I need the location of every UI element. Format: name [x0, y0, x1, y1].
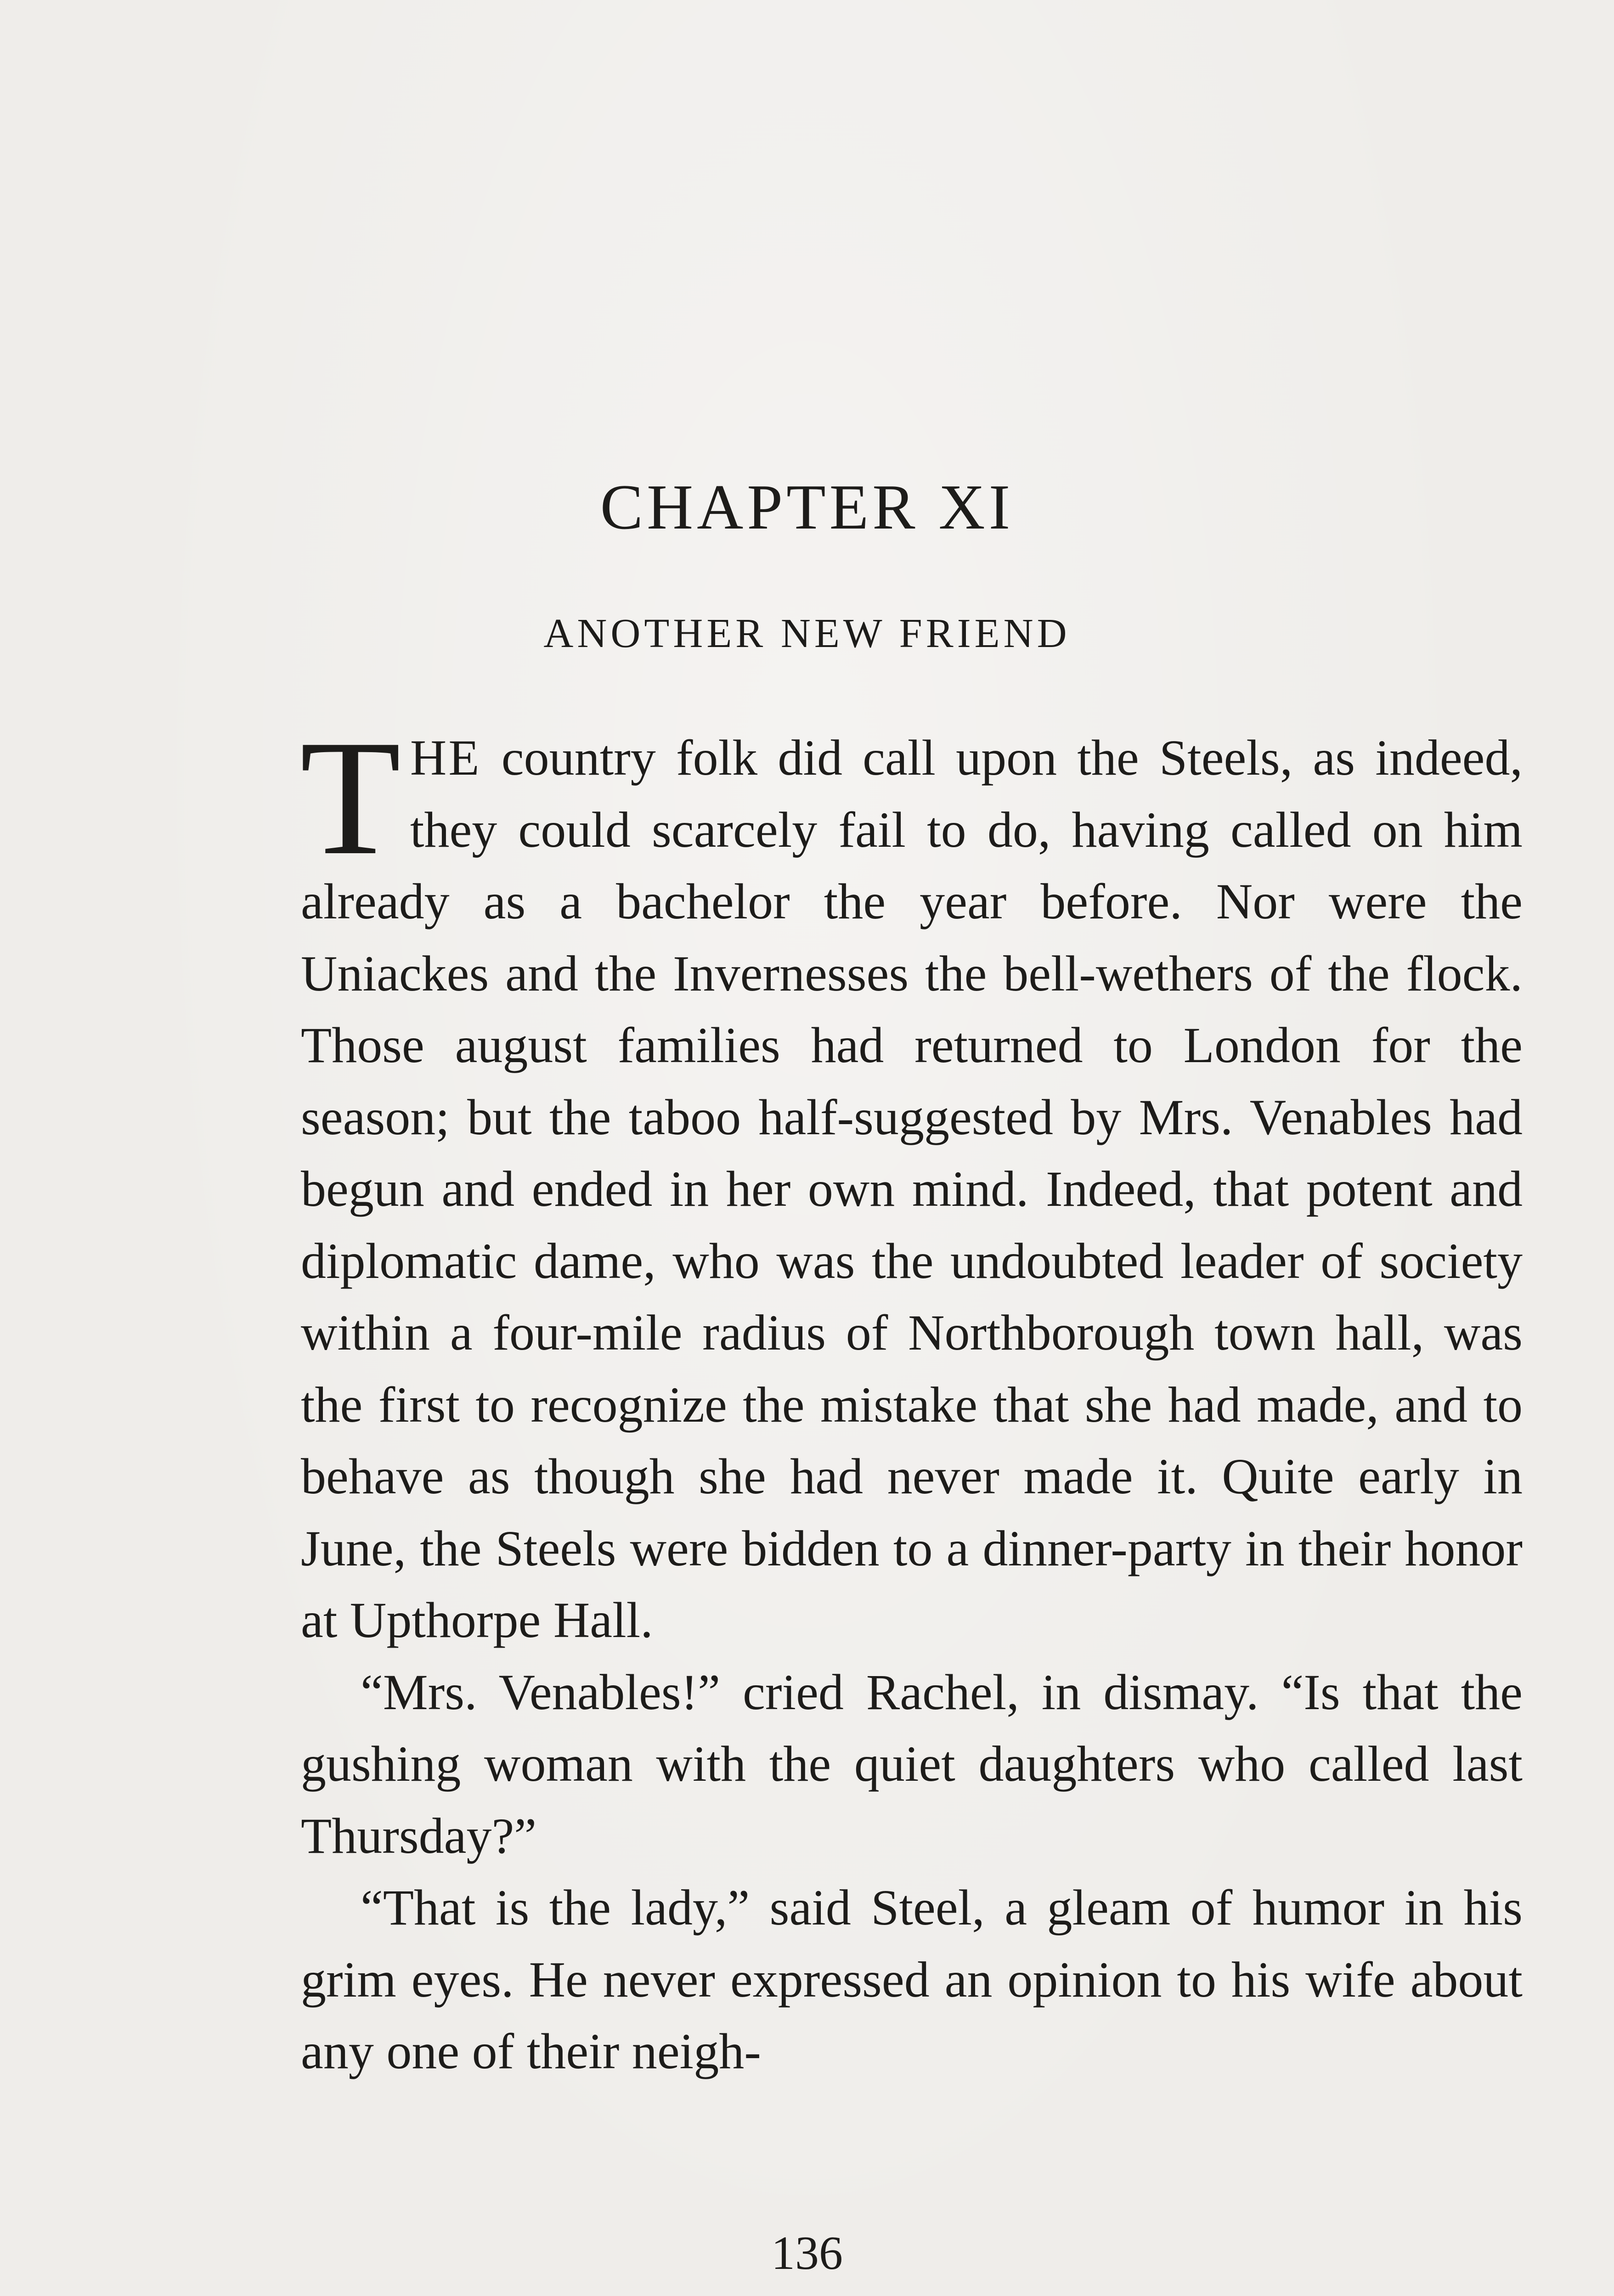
chapter-heading: CHAPTER XI	[600, 472, 1014, 543]
chapter-subtitle: ANOTHER NEW FRIEND	[543, 611, 1071, 656]
drop-cap: T	[300, 706, 401, 889]
paragraph-2: “Mrs. Venables!” cried Rachel, in dismay. “Is that the gushing woman with the quiet daughters who called last Thursday?”	[301, 1664, 1523, 1864]
body-text	[300, 706, 1523, 2088]
paragraph-1	[300, 706, 1523, 1656]
page-number: 136	[771, 2227, 843, 2279]
small-caps-lead: HE	[410, 730, 481, 786]
paragraph-1-text: country folk did call upon the Steels, as indeed, they could scarcely fail to do, having called on him already as a bachelor the year before. Nor were the Uniackes and the Invernesses the bell-wethers of the flock. Those august families had returned to London for the season; but the taboo half-suggested by Mrs. Venables had begun and ended in her own mind. Indeed, that potent and diplomatic dame, who was the undoubted leader of society within a four-mile radius of Northborough town hall, was the first to recognize the mistake that she had made, and to behave as though she had never made it. Quite early in June, the Steels were bidden to a dinner-party in their honor at Upthorpe Hall.	[301, 730, 1523, 1648]
paragraph-3: “That is the lady,” said Steel, a gleam of humor in his grim eyes. He never expressed an opinion to his wife about any one of their neigh-	[301, 1880, 1523, 2079]
